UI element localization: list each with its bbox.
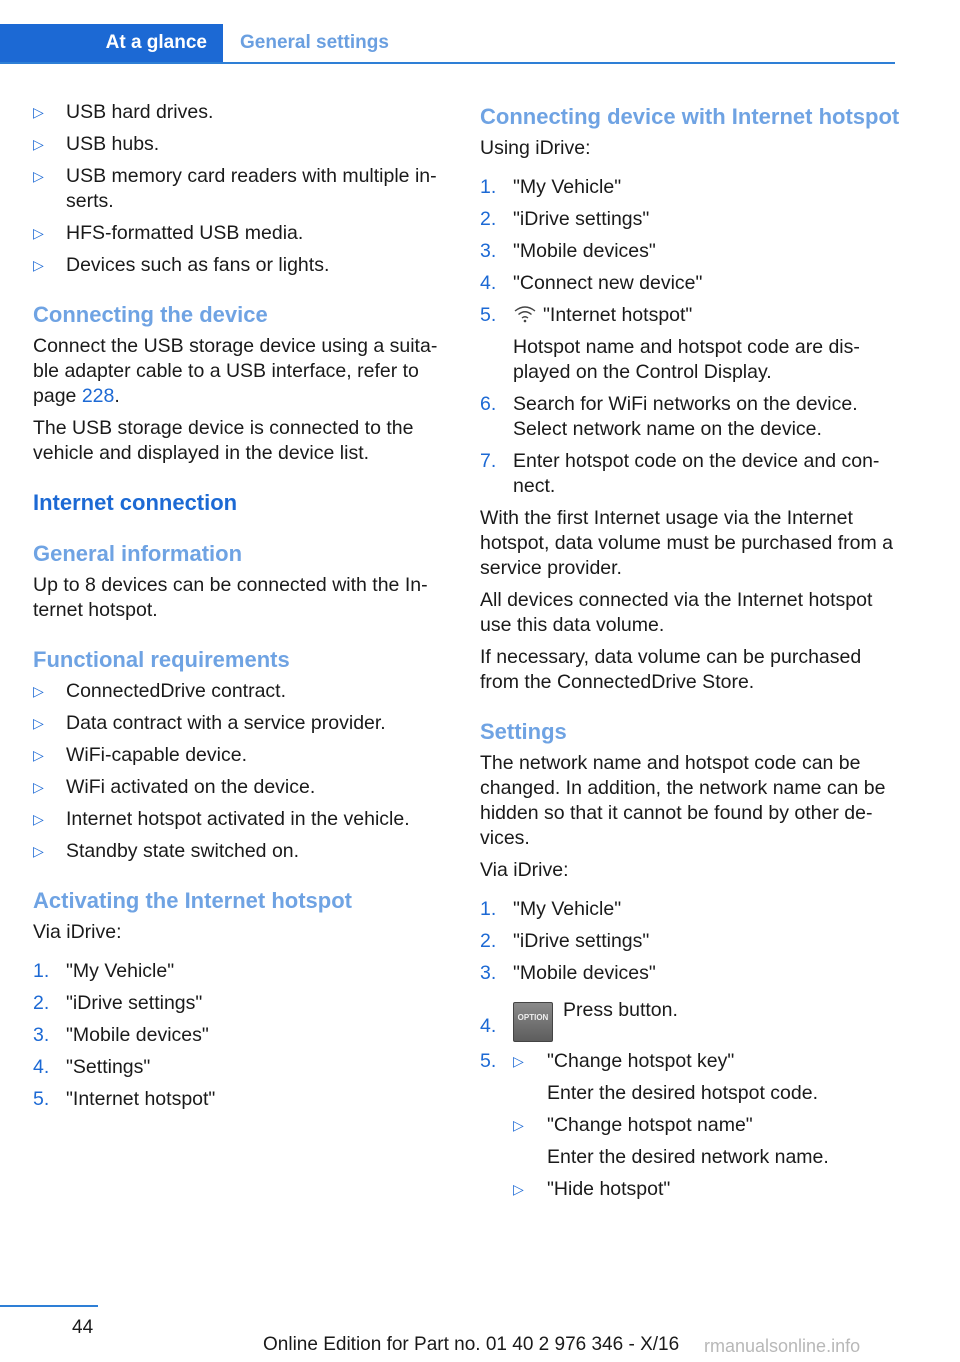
- triangle-bullet-icon: ▷: [513, 1053, 524, 1069]
- list-item: 5. ▷ "Change hotspot key" Enter the desired hotspot code. ▷ "Change hotspot name" Enter the desired network name. ▷ "Hide hotspot": [480, 1049, 900, 1202]
- triangle-bullet-icon: ▷: [33, 715, 44, 731]
- sub-1-detail: Enter the desired hotspot code.: [547, 1082, 819, 1104]
- paragraph-purchase: If necessary, data volume can be purchased from the ConnectedDrive Store.: [480, 646, 862, 693]
- list-item: 4. "Settings": [33, 1056, 151, 1078]
- step-5-detail: Hotspot name and hotspot code are displayed on the Control Display.: [513, 336, 860, 383]
- list-item: ▷ USB hubs.: [33, 133, 160, 155]
- list-item: ▷ "Change hotspot name" Enter the desired network name.: [513, 1113, 900, 1170]
- wifi-hotspot-icon: [513, 305, 537, 323]
- list-item: 5. "Internet hotspot": [33, 1088, 216, 1110]
- list-item: ▷ HFS-formatted USB media.: [33, 222, 304, 244]
- functional-requirements-list: [33, 679, 453, 864]
- left-column: [33, 100, 453, 1119]
- list-item: 2. "iDrive settings": [480, 930, 650, 952]
- list-item: ▷ Data contract with a service provider.: [33, 712, 386, 734]
- list-item: ▷ "Change hotspot key" Enter the desired hotspot code.: [513, 1049, 900, 1106]
- usb-exclusions-list: [33, 100, 453, 278]
- connecting-device-heading: Connecting the device: [33, 302, 268, 327]
- list-item: 4. OPTION Press button.: [480, 998, 900, 1042]
- settings-steps-list: [480, 897, 900, 1202]
- option-button-icon: OPTION: [513, 1002, 553, 1042]
- settings-heading: Settings: [480, 719, 567, 744]
- connecting-steps-list: [480, 175, 900, 499]
- page-link[interactable]: 228: [81, 385, 115, 407]
- triangle-bullet-icon: ▷: [33, 168, 44, 184]
- list-item: 1. "My Vehicle": [480, 176, 622, 198]
- edition-text: Online Edition for Part no. 01 40 2 976 346 - X/16: [263, 1334, 680, 1355]
- header-tabbar: [0, 24, 895, 64]
- triangle-bullet-icon: ▷: [33, 811, 44, 827]
- tab-at-a-glance[interactable]: At a glance: [0, 24, 223, 62]
- list-item: 4. "Connect new device": [480, 272, 703, 294]
- list-item: ▷ ConnectedDrive contract.: [33, 680, 287, 702]
- general-information-text: Up to 8 devices can be connected with the Internet hotspot.: [33, 574, 428, 621]
- watermark: rmanualsonline.info: [704, 1336, 861, 1356]
- connecting-intro: Using iDrive:: [480, 137, 591, 159]
- triangle-bullet-icon: ▷: [33, 747, 44, 763]
- activating-intro: Via iDrive:: [33, 921, 122, 943]
- tab-general-settings[interactable]: General settings: [240, 32, 389, 53]
- list-item: 1. "My Vehicle": [33, 960, 175, 982]
- triangle-bullet-icon: ▷: [33, 225, 44, 241]
- internet-connection-heading: Internet connection: [33, 490, 238, 515]
- triangle-bullet-icon: ▷: [33, 136, 44, 152]
- right-column: [480, 100, 900, 1209]
- triangle-bullet-icon: ▷: [33, 257, 44, 273]
- settings-intro: Via iDrive:: [480, 859, 569, 881]
- list-item: ▷ Devices such as fans or lights.: [33, 254, 330, 276]
- activating-hotspot-heading: Activating the Internet hotspot: [33, 888, 352, 913]
- list-item: 5. "Internet hotspot" Hotspot name and hotspot code are displayed on the Control Display.: [480, 303, 900, 385]
- paragraph-first-usage: With the first Internet usage via the Internet hotspot, data volume must be purchased from a service provider.: [480, 507, 893, 579]
- triangle-bullet-icon: ▷: [513, 1181, 524, 1197]
- sub-2-detail: Enter the desired network name.: [547, 1146, 829, 1168]
- page-number: 44: [72, 1317, 94, 1338]
- list-item: 3. "Mobile devices": [480, 962, 656, 984]
- list-item: 2. "iDrive settings": [33, 992, 203, 1014]
- activating-steps-list: [33, 959, 453, 1112]
- list-item: 3. "Mobile devices": [33, 1024, 209, 1046]
- paragraph-data-volume: All devices connected via the Internet hotspot use this data volume.: [480, 589, 873, 636]
- list-item: ▷ WiFi-capable device.: [33, 744, 247, 766]
- connecting-device-text-2: The USB storage device is connected to the vehicle and displayed in the device list.: [33, 417, 414, 464]
- list-item: ▷ Standby state switched on.: [33, 840, 300, 862]
- list-item: ▷ USB hard drives.: [33, 101, 214, 123]
- settings-text: The network name and hotspot code can be changed. In addition, the network name can be hidden so that it cannot be found by other devices.: [480, 752, 886, 849]
- list-item: ▷ USB memory card readers with multiple inserts.: [33, 165, 437, 212]
- list-item: ▷ Internet hotspot activated in the vehicle.: [33, 808, 410, 830]
- list-item: 2. "iDrive settings": [480, 208, 650, 230]
- triangle-bullet-icon: ▷: [513, 1117, 524, 1133]
- triangle-bullet-icon: ▷: [33, 779, 44, 795]
- list-item: ▷ "Hide hotspot": [513, 1178, 671, 1200]
- connecting-device-text: Connect the USB storage device using a suitable adapter cable to a USB interface, refer to page 228.: [33, 335, 438, 407]
- general-information-heading: General information: [33, 541, 243, 566]
- list-item: 1. "My Vehicle": [480, 898, 622, 920]
- connecting-device-internet-heading: Connecting device with Internet hotspot: [480, 104, 900, 129]
- list-item: ▷ WiFi activated on the device.: [33, 776, 316, 798]
- footer-divider: [0, 1305, 98, 1307]
- triangle-bullet-icon: ▷: [33, 843, 44, 859]
- triangle-bullet-icon: ▷: [33, 104, 44, 120]
- triangle-bullet-icon: ▷: [33, 683, 44, 699]
- list-item: 3. "Mobile devices": [480, 240, 656, 262]
- list-item: 6. Search for WiFi networks on the device. Select network name on the device.: [480, 393, 858, 440]
- hotspot-options-list: [513, 1049, 900, 1202]
- functional-requirements-heading: Functional requirements: [33, 647, 290, 672]
- list-item: 7. Enter hotspot code on the device and connect.: [480, 450, 880, 497]
